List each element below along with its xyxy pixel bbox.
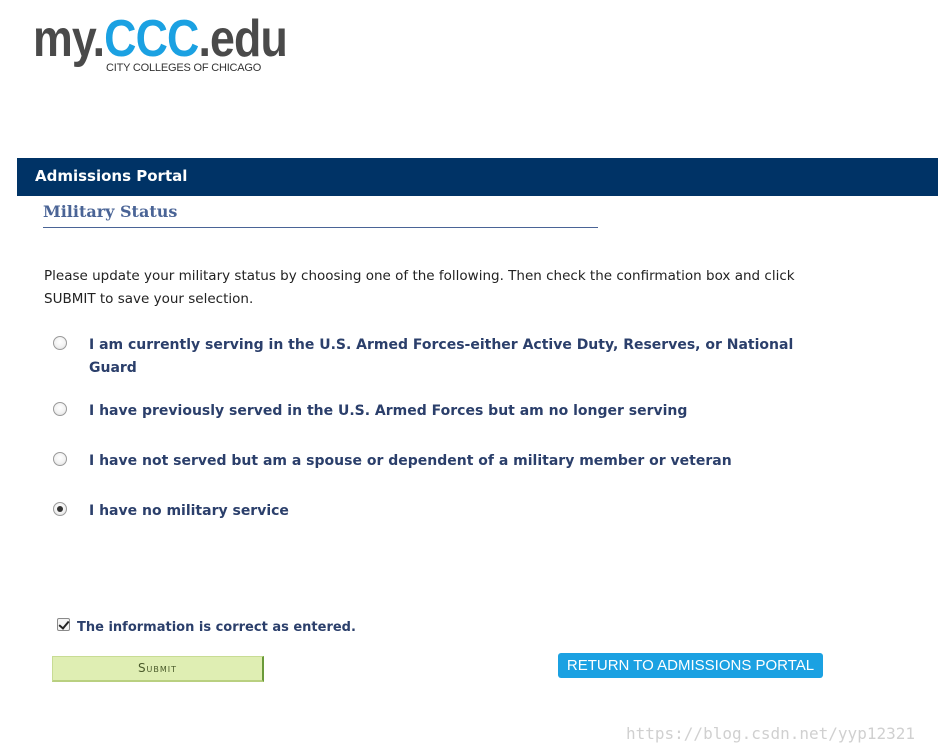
radio-button[interactable] — [53, 452, 67, 466]
option-label[interactable]: I have not served but am a spouse or dependent of a military member or veteran — [89, 453, 732, 469]
portal-header-bar — [17, 158, 938, 196]
portal-title: Admissions Portal — [35, 167, 188, 185]
radio-button[interactable] — [53, 336, 67, 350]
confirmation-label[interactable]: The information is correct as entered. — [77, 620, 356, 635]
option-label[interactable]: I have previously served in the U.S. Armed Forces but am no longer serving — [89, 403, 688, 419]
confirmation-checkbox[interactable] — [57, 618, 70, 631]
return-to-portal-button[interactable]: RETURN TO ADMISSIONS PORTAL — [558, 653, 823, 678]
option-label[interactable]: I have no military service — [89, 503, 289, 519]
logo-prefix: my. — [33, 10, 105, 68]
watermark: https://blog.csdn.net/yyp12321 — [626, 724, 915, 743]
instructions-text: Please update your military status by choosing one of the following. Then check the confirmation box and click SUBMIT to save your selection. — [44, 268, 795, 307]
radio-button[interactable] — [53, 402, 67, 416]
submit-button[interactable]: Submit — [52, 656, 264, 682]
logo-wordmark — [33, 8, 287, 70]
section-title: Military Status — [43, 202, 178, 221]
section-divider — [43, 227, 598, 228]
logo-brand: CCC — [104, 10, 199, 68]
logo-subtitle: CITY COLLEGES OF CHICAGO — [106, 62, 262, 74]
radio-button-selected[interactable] — [53, 502, 67, 516]
option-label[interactable]: I am currently serving in the U.S. Armed Forces-either Active Duty, Reserves, or National Guard — [89, 337, 794, 376]
logo — [33, 8, 287, 78]
logo-suffix: .edu — [198, 10, 287, 68]
